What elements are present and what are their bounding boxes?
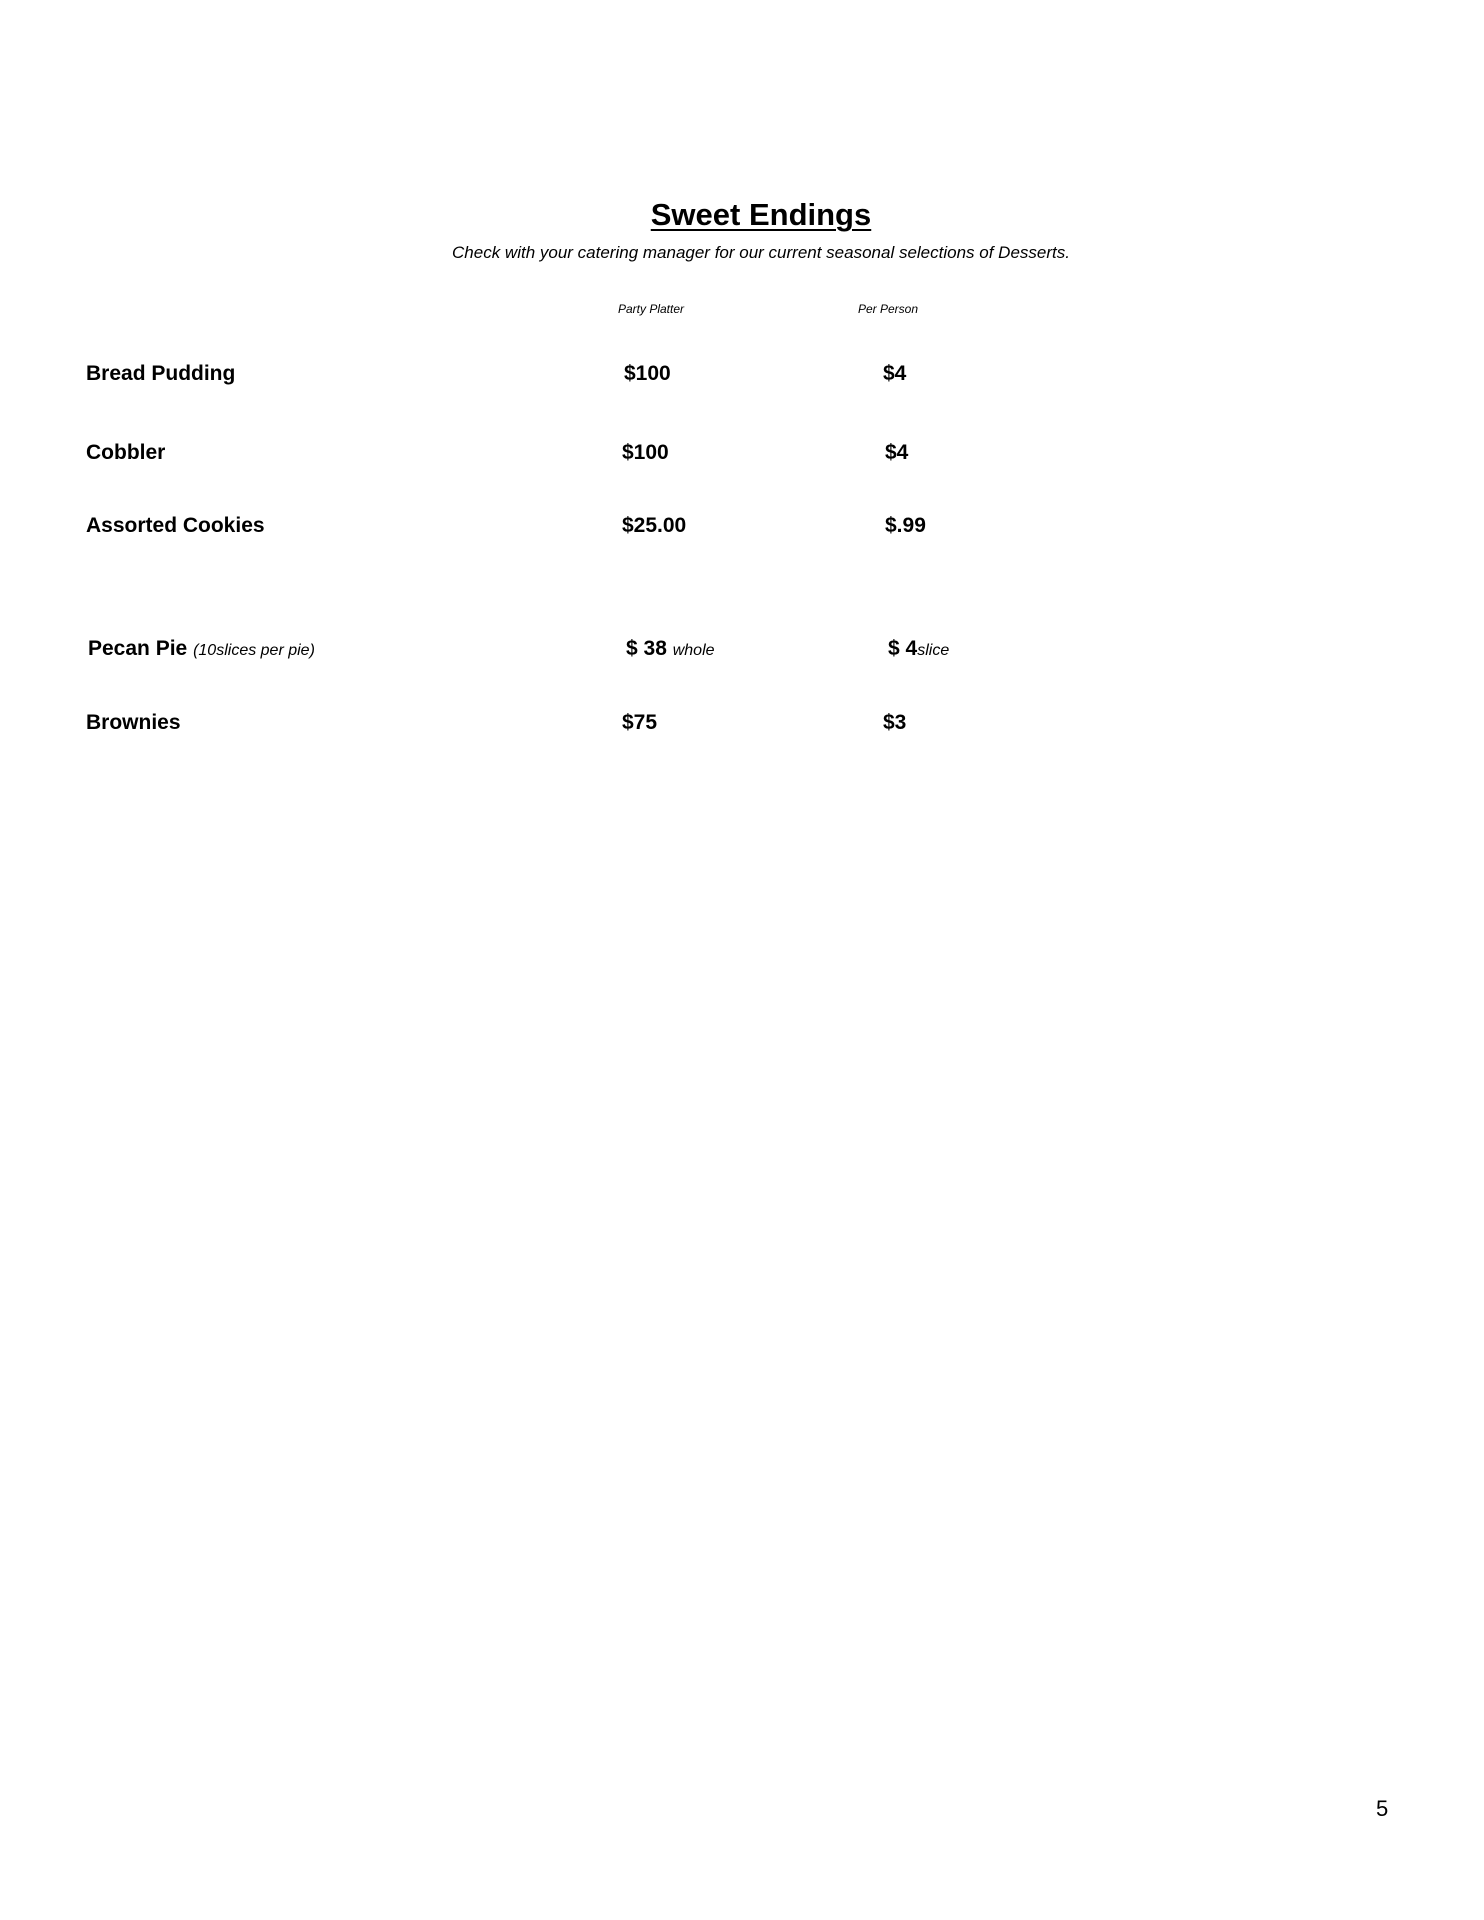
page-subtitle: Check with your catering manager for our current seasonal selections of Desserts. (452, 243, 1070, 262)
item-person-price-pecan-pie: $ 4 (888, 637, 918, 660)
item-note-pecan-pie: (10slices per pie) (193, 642, 315, 659)
item-platter-price-brownies: $75 (622, 711, 658, 734)
column-header-party-platter: Party Platter (618, 302, 685, 316)
item-person-price-cobbler: $4 (885, 441, 909, 464)
column-header-per-person: Per Person (858, 302, 919, 316)
page-title: Sweet Endings (650, 197, 872, 232)
item-name-assorted-cookies: Assorted Cookies (86, 514, 265, 537)
item-person-price-bread-pudding: $4 (883, 362, 907, 385)
item-name-pecan-pie: Pecan Pie (88, 637, 188, 660)
item-person-price-brownies: $3 (883, 711, 907, 734)
item-platter-price-cobbler: $100 (622, 441, 669, 464)
item-pecan-pie (88, 638, 315, 659)
item-name-cobbler: Cobbler (86, 441, 166, 464)
item-name-brownies: Brownies (86, 711, 181, 734)
item-person-pecan-pie (888, 638, 949, 659)
item-platter-price-bread-pudding: $100 (624, 362, 671, 385)
item-person-price-assorted-cookies: $.99 (885, 514, 926, 537)
item-platter-note-pecan-pie: whole (672, 642, 715, 659)
item-platter-pecan-pie (626, 638, 715, 659)
item-name-bread-pudding: Bread Pudding (86, 362, 236, 385)
item-platter-price-assorted-cookies: $25.00 (622, 514, 687, 537)
item-platter-price-pecan-pie: $ 38 (626, 637, 667, 660)
item-person-note-pecan-pie: slice (917, 642, 950, 659)
page-number: 5 (1376, 1796, 1389, 1821)
